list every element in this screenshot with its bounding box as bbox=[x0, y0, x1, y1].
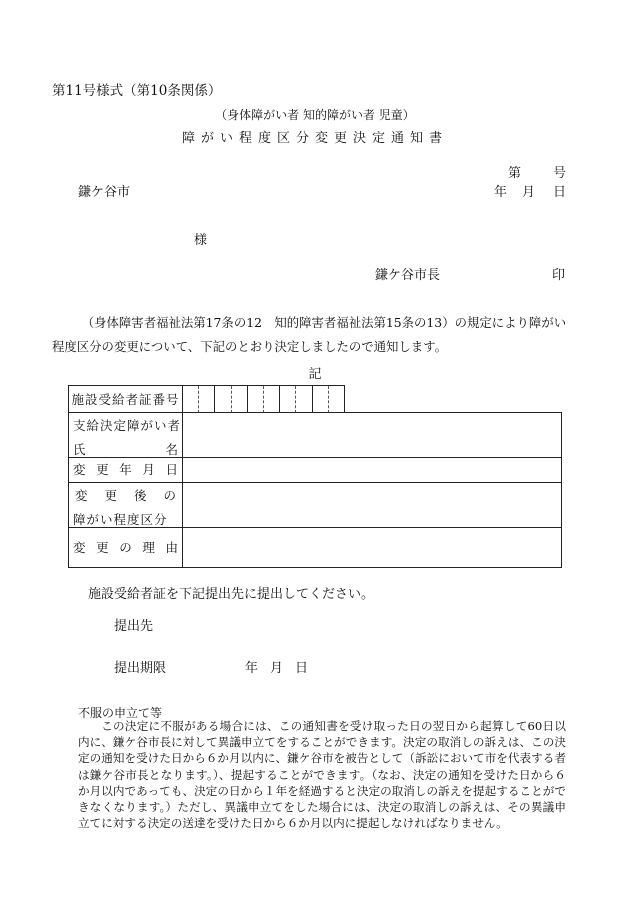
cert-number-digit-cell[interactable] bbox=[183, 386, 199, 413]
change-date-value-cell[interactable] bbox=[184, 458, 561, 482]
seal-mark: 印 bbox=[552, 268, 566, 283]
after-change-label-line2: 障がい程度区分 bbox=[73, 512, 168, 527]
name-value-cell[interactable] bbox=[184, 413, 561, 457]
label-char: 月 bbox=[142, 462, 155, 477]
cert-number-digit-cell[interactable] bbox=[280, 386, 296, 413]
deadline-day: 日 bbox=[295, 661, 309, 676]
cert-number-label: 施設受給者証番号 bbox=[69, 386, 183, 413]
decision-table bbox=[68, 412, 562, 568]
cert-number-digit-cell[interactable] bbox=[313, 386, 329, 413]
label-char: 変 bbox=[75, 488, 88, 503]
name-label-cell bbox=[69, 413, 183, 457]
cert-number-digit-cell[interactable] bbox=[329, 386, 345, 413]
label-char: の bbox=[163, 488, 176, 503]
label-char: 年 bbox=[119, 462, 132, 477]
issuer-name: 鎌ケ谷市長 bbox=[375, 268, 441, 283]
ki-heading: 記 bbox=[308, 367, 322, 382]
cert-number-row bbox=[68, 385, 345, 413]
cert-number-digit-cell[interactable] bbox=[264, 386, 280, 413]
reason-label bbox=[69, 528, 182, 567]
reason-label-cell bbox=[69, 528, 183, 567]
form-number: 第11号様式（第10条関係） bbox=[52, 83, 222, 99]
deadline-month: 月 bbox=[270, 661, 284, 676]
notice-body-text: （身体障害者福祉法第17条の12 知的障害者福祉法第15条の13）の規定により障がい程度区分の変更について、下記のとおり決定しましたので通知します。 bbox=[52, 315, 567, 354]
appeal-text: この決定に不服がある場合には、この通知書を受け取った日の翌日から起算して60日以内に、鎌ケ谷市長に対して異議申立てをすることができます。決定の取消しの訴えは、この決定の通知を受けた日から６か月以内に、鎌ケ谷市を被告として（訴訟において市を代表する者は鎌ケ谷市長となります。）、提起することができます。（なお、決定の通知を受けた日から６か月以内であっても、決定の日から１年を経過すると決定の取消しの訴えを提起することができなくなります。）ただし、異議申立てをした場合には、決定の取消しの訴えは、その異議申立てに対する決定の送達を受けた日から６か月以内に提起しなければなりません。 bbox=[78, 719, 566, 831]
number-dai: 第 bbox=[508, 166, 522, 181]
label-char: 変 bbox=[73, 462, 86, 477]
name-label-shi: 氏 bbox=[73, 442, 86, 457]
cert-number-digit-cell[interactable] bbox=[248, 386, 264, 413]
number-go: 号 bbox=[553, 166, 567, 181]
issue-date-year: 年 bbox=[494, 185, 508, 200]
reason-value-cell[interactable] bbox=[184, 528, 561, 567]
label-char: 更 bbox=[96, 540, 109, 555]
change-date-label-cell bbox=[69, 458, 183, 482]
label-char: 日 bbox=[165, 462, 178, 477]
document-subtitle: （身体障がい者 知的障がい者 児童） bbox=[215, 108, 415, 122]
name-label-mei: 名 bbox=[165, 442, 178, 457]
cert-number-digit-cell[interactable] bbox=[199, 386, 215, 413]
label-char: 更 bbox=[96, 462, 109, 477]
after-change-label-cell bbox=[69, 483, 183, 527]
label-char: 由 bbox=[165, 540, 178, 555]
change-date-label bbox=[69, 458, 182, 482]
recipient-city: 鎌ケ谷市 bbox=[78, 185, 131, 200]
after-change-label-line1 bbox=[75, 486, 176, 504]
after-change-value-cell[interactable] bbox=[184, 483, 561, 527]
label-char: 変 bbox=[73, 540, 86, 555]
label-char: 更 bbox=[104, 488, 117, 503]
recipient-honorific: 様 bbox=[194, 233, 208, 248]
issue-date-month: 月 bbox=[522, 185, 536, 200]
label-char: の bbox=[119, 540, 132, 555]
document-title: 障がい程度区分変更決定通知書 bbox=[181, 131, 448, 146]
label-char: 後 bbox=[133, 488, 147, 503]
submission-note: 施設受給者証を下記提出先に提出してください。 bbox=[88, 587, 375, 602]
issue-date-day: 日 bbox=[553, 185, 567, 200]
cert-number-digit-cell[interactable] bbox=[232, 386, 248, 413]
name-label-line1: 支給決定障がい者 bbox=[73, 418, 182, 433]
deadline-label: 提出期限 bbox=[114, 661, 167, 676]
destination-label: 提出先 bbox=[114, 619, 154, 634]
cert-number-digit-cell[interactable] bbox=[296, 386, 312, 413]
cert-number-digit-cell[interactable] bbox=[215, 386, 231, 413]
deadline-year: 年 bbox=[245, 661, 259, 676]
appeal-heading: 不服の申立て等 bbox=[78, 706, 163, 720]
label-char: 理 bbox=[142, 540, 155, 555]
